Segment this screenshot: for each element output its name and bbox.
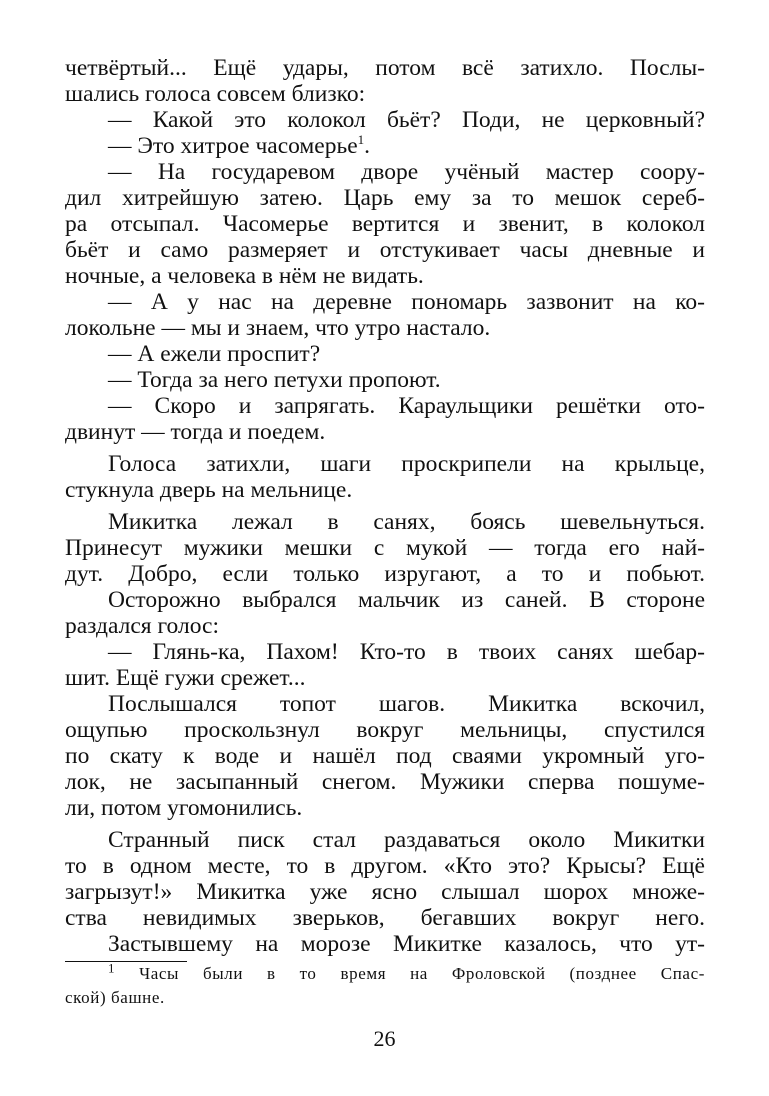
text-line bbox=[108, 132, 705, 160]
footnote-continuation: ской) башне. bbox=[65, 988, 165, 1007]
footnote-reference-period: . bbox=[364, 133, 371, 159]
footnote bbox=[108, 962, 705, 986]
text-line: — Тогда за него петухи пропоют. bbox=[108, 367, 441, 393]
text-line: шались голоса совсем близко: bbox=[65, 81, 366, 107]
text-line: ночные, а человека в нём не видать. bbox=[65, 263, 424, 289]
footnote-reference: 1 bbox=[357, 132, 365, 148]
text-line: раздался голос: bbox=[65, 613, 219, 639]
text-line: — Глянь-ка, Пахом! Кто-то в твоих санях шебар- bbox=[108, 639, 705, 665]
footnote-text: Часы были в то время на Фроловской (позднее Спас- bbox=[139, 964, 705, 983]
text-line: ства невидимых зверьков, бегавших вокруг него. bbox=[65, 905, 705, 931]
text-line-body: — Это хитрое часомерье bbox=[108, 133, 358, 159]
page-number: 26 bbox=[373, 1026, 396, 1051]
text-line: загрызут!» Микитка уже ясно слышал шорох множе- bbox=[65, 879, 705, 905]
text-line: — А у нас на деревне пономарь зазвонит на ко- bbox=[108, 289, 705, 315]
text-line: ра отсыпал. Часомерье вертится и звенит, в колокол bbox=[65, 211, 705, 237]
text-line: дут. Добро, если только изругают, а то и побьют. bbox=[65, 561, 705, 587]
text-line: ли, потом угомонились. bbox=[65, 795, 303, 821]
text-line: по скату к воде и нашёл под сваями укромный уго- bbox=[65, 743, 705, 769]
text-line: — Какой это колокол бьёт? Поди, не церковный? bbox=[108, 107, 705, 133]
text-line: шит. Ещё гужи срежет... bbox=[65, 665, 306, 691]
text-line: дил хитрейшую затею. Царь ему за то мешок сереб- bbox=[65, 185, 705, 211]
text-line: локольне — мы и знаем, что утро настало. bbox=[65, 315, 491, 341]
text-line: двинут — тогда и поедем. bbox=[65, 419, 326, 445]
text-line: Осторожно выбрался мальчик из саней. В стороне bbox=[108, 587, 705, 613]
text-line: то в одном месте, то в другом. «Кто это? Крысы? Ещё bbox=[65, 853, 705, 879]
text-line: Голоса затихли, шаги проскрипели на крыльце, bbox=[108, 451, 705, 477]
footnote-marker: 1 bbox=[108, 960, 116, 976]
text-line: Послышался топот шагов. Микитка вскочил, bbox=[108, 691, 705, 717]
text-line: ощупью проскользнул вокруг мельницы, спустился bbox=[65, 717, 705, 743]
text-line: Странный писк стал раздаваться около Микитки bbox=[108, 827, 705, 853]
text-line: — Скоро и запрягать. Караульщики решётки ото- bbox=[108, 393, 705, 419]
text-line: четвёртый... Ещё удары, потом всё затихло. Послы- bbox=[65, 55, 705, 81]
text-line: Микитка лежал в санях, боясь шевельнуться. bbox=[108, 509, 705, 535]
text-line: Застывшему на морозе Микитке казалось, что ут- bbox=[108, 931, 705, 957]
text-line: лок, не засыпанный снегом. Мужики сперва пошуме- bbox=[65, 769, 705, 795]
text-line: Принесут мужики мешки с мукой — тогда его най- bbox=[65, 535, 705, 561]
text-line: стукнула дверь на мельнице. bbox=[65, 477, 353, 503]
text-line: — На государевом дворе учёный мастер соору- bbox=[108, 159, 705, 185]
text-line: — А ежели проспит? bbox=[108, 341, 321, 367]
text-line: бьёт и само размеряет и отстукивает часы дневные и bbox=[65, 237, 705, 263]
